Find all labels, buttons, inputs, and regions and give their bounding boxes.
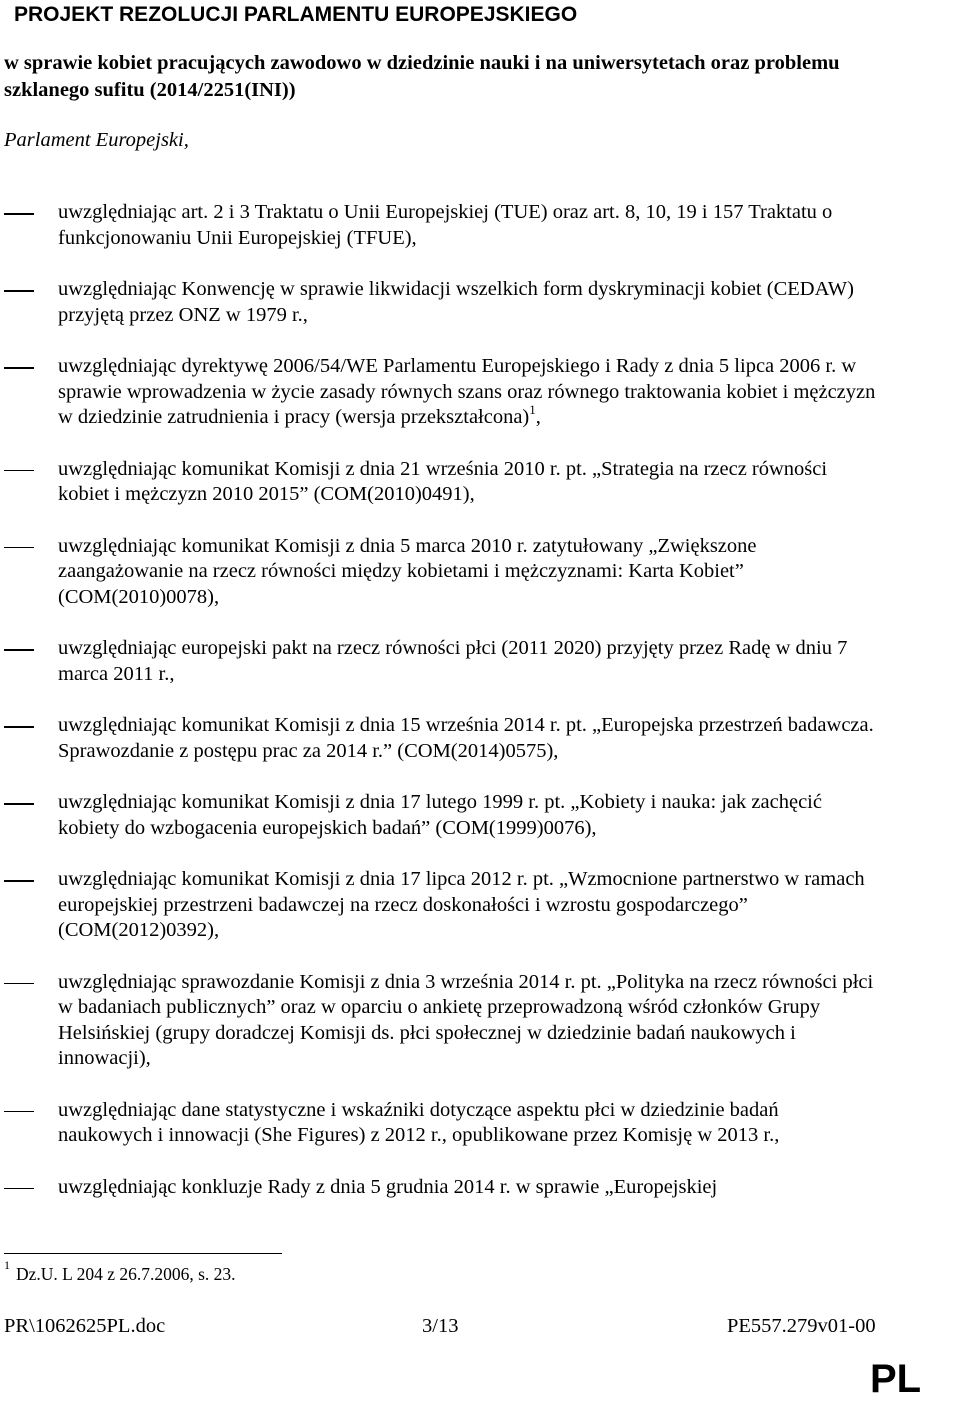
citation-text: uwzględniając komunikat Komisji z dnia 17 lutego 1999 r. pt. „Kobiety i nauka: jak zachęcić kobiety do wzbogacenia europejskich badań” (COM(1999)0076), xyxy=(58,791,822,839)
citation-item xyxy=(0,636,878,687)
language-code: PL xyxy=(870,1357,922,1401)
citation-text: uwzględniając dane statystyczne i wskaźniki dotyczące aspektu płci w dziedzinie badań naukowych i innowacji (She Figures) z 2012 r., opublikowane przez Komisję w 2013 r., xyxy=(58,1098,780,1146)
citation-item xyxy=(0,970,878,1072)
document-title: w sprawie kobiet pracujących zawodowo w dziedzinie nauki i na uniwersytetach oraz problemu szklanego sufitu (2014/2251(INI)) xyxy=(4,52,840,101)
citation-text: uwzględniając dyrektywę 2006/54/WE Parlamentu Europejskiego i Rady z dnia 5 lipca 2006 r. w sprawie wprowadzenia w życie zasady równych szans oraz równego traktowania kobiet i mężczyzn w dziedzinie zatrudnienia i pracy (wersja przekształcona) xyxy=(58,355,876,428)
citation-item xyxy=(0,457,878,508)
citation-text: uwzględniając sprawozdanie Komisji z dnia 3 września 2014 r. pt. „Polityka na rzecz równości płci w badaniach publicznych” oraz w oparciu o ankietę przeprowadzoną wśród członków Grupy Helsińskiej (grupy doradczej Komisji ds. płci społecznej w dziedzinie badań naukowych i innowacji), xyxy=(58,970,874,1069)
footer-doc-ref: PR\1062625PL.doc xyxy=(4,1315,166,1337)
citation-text: uwzględniając komunikat Komisji z dnia 21 września 2010 r. pt. „Strategia na rzecz równości kobiet i mężczyzn 2010 2015” (COM(2010)0491), xyxy=(58,457,828,505)
footnote xyxy=(4,1258,236,1285)
citations-list xyxy=(0,200,960,1226)
citation-item xyxy=(0,200,878,251)
citation-text: uwzględniając komunikat Komisji z dnia 15 września 2014 r. pt. „Europejska przestrzeń badawcza. Sprawozdanie z postępu prac za 2014 r.” (COM(2014)0575), xyxy=(58,714,874,762)
citation-text: uwzględniając konkluzje Rady z dnia 5 grudnia 2014 r. w sprawie „Europejskiej xyxy=(58,1175,718,1198)
citation-suffix: , xyxy=(535,406,541,428)
footer-page-number: 3/13 xyxy=(422,1315,459,1337)
citation-item xyxy=(0,790,878,841)
footnote-number: 1 xyxy=(4,1258,10,1273)
citation-text: uwzględniając Konwencję w sprawie likwidacji wszelkich form dyskryminacji kobiet (CEDAW) przyjętą przez ONZ w 1979 r., xyxy=(58,278,854,326)
footnote-text: Dz.U. L 204 z 26.7.2006, s. 23. xyxy=(16,1264,236,1284)
citation-item xyxy=(0,354,878,431)
citation-text: uwzględniając komunikat Komisji z dnia 17 lipca 2012 r. pt. „Wzmocnione partnerstwo w ramach europejskiej przestrzeni badawczej na rzecz doskonałości i wzrostu gospodarczego” (COM(2012)0392), xyxy=(58,868,865,941)
citation-text: uwzględniając europejski pakt na rzecz równości płci (2011 2020) przyjęty przez Radę w dniu 7 marca 2011 r., xyxy=(58,637,848,685)
citation-text: uwzględniając art. 2 i 3 Traktatu o Unii Europejskiej (TUE) oraz art. 8, 10, 19 i 157 Traktatu o funkcjonowaniu Unii Europejskiej (TFUE), xyxy=(58,201,833,249)
citation-item xyxy=(0,713,878,764)
citation-item xyxy=(0,1175,878,1201)
citation-item xyxy=(0,277,878,328)
footer-pe-ref: PE557.279v01-00 xyxy=(727,1315,876,1337)
footnote-reference[interactable]: 1 xyxy=(529,402,536,418)
citation-item xyxy=(0,1098,878,1149)
footnote-separator xyxy=(4,1253,282,1254)
citation-text: uwzględniając komunikat Komisji z dnia 5 marca 2010 r. zatytułowany „Zwiększone zaangażowanie na rzecz równości między kobietami i mężczyznami: Karta Kobiet” (COM(2010)0078), xyxy=(58,534,757,608)
citation-item xyxy=(0,534,878,611)
parliament-intro: Parlament Europejski, xyxy=(4,129,189,151)
citation-item xyxy=(0,867,878,944)
page-header-title: PROJEKT REZOLUCJI PARLAMENTU EUROPEJSKIEGO xyxy=(14,3,578,26)
